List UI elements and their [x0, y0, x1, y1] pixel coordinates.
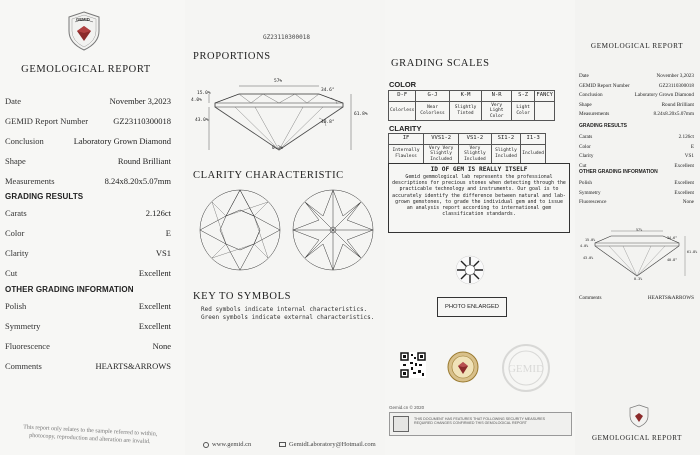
prop-pavilion-depth: 43.0%	[195, 118, 209, 123]
other-field-value: Excellent	[138, 301, 171, 311]
back-other-field-row	[579, 180, 694, 186]
back-report-field-label: GEMID Report Number	[579, 82, 630, 89]
clarity-grade-cell: VVS1-2	[424, 134, 459, 145]
report-field-row	[5, 96, 171, 106]
report-field-label: Date	[5, 96, 22, 106]
back-other-field-row	[579, 199, 694, 205]
back-report-field-label: Measurements	[579, 111, 610, 117]
back-report-field-row	[579, 111, 694, 117]
report-summary-panel	[0, 0, 185, 455]
disclaimer-text: This report only relates to the sample referred to within, photocopy, reproduction and alteration are invalid.	[22, 424, 158, 446]
color-desc-cell: Light Color	[511, 101, 535, 121]
grading-scales-title: GRADING SCALES	[391, 58, 490, 69]
other-field-label: Polish	[5, 301, 27, 311]
back-prop-total-depth: 61.8%	[687, 250, 698, 254]
report-field-label: Shape	[5, 156, 26, 166]
back-report-title: GEMOLOGICAL REPORT	[590, 42, 684, 50]
back-report-field-label: Shape	[579, 101, 592, 108]
globe-icon	[203, 442, 209, 448]
other-field-row	[5, 341, 171, 351]
back-grading-field-value: Excellent	[674, 162, 694, 169]
back-comments-row: Comments HEARTS&ARROWS	[579, 295, 694, 301]
mail-icon	[279, 442, 286, 447]
grading-field-row	[5, 248, 171, 258]
clarity-desc-cell: Included	[521, 144, 546, 164]
grading-field-value: Excellent	[138, 268, 171, 278]
report-field-value: Round Brilliant	[117, 156, 171, 166]
other-field-value: None	[152, 341, 171, 351]
security-strip	[389, 412, 572, 436]
grading-field-row	[5, 228, 171, 238]
back-grading-field-label: Carats	[579, 134, 593, 140]
back-grading-heading: GRADING RESULTS	[579, 123, 627, 129]
back-prop-crown-angle: 34.6°	[667, 236, 678, 240]
prop-girdle: 4.0%	[191, 98, 202, 103]
svg-text:GEMID: GEMID	[507, 363, 545, 375]
other-grading-heading: OTHER GRADING INFORMATION	[5, 285, 134, 294]
color-grade-cell: K-M	[449, 91, 482, 102]
back-report-field-row	[579, 73, 694, 79]
color-grade-cell: S-Z	[511, 91, 535, 102]
back-report-field-label: Conclusion	[579, 92, 603, 98]
back-prop-culet: 0.3%	[634, 277, 643, 281]
back-other-field-row	[579, 190, 694, 196]
back-grading-field-value: VS1	[684, 153, 694, 159]
email-link[interactable]: GemidLaboratory@Hotmail.com	[279, 441, 376, 448]
back-report-field-label: Date	[579, 73, 589, 79]
clarity-desc-cell: Internally Flawless	[389, 144, 424, 164]
security-note: THIS DOCUMENT HAS FEATURES THAT FOLLOWING SECURITY MEASURES REQUIRED CHANGES CONFIRMED THIS GEMOLOGICAL REPORT	[414, 417, 545, 426]
back-grading-field-row	[579, 153, 694, 159]
grading-field-value: 2.126ct	[145, 208, 171, 218]
back-cover-panel	[575, 0, 700, 455]
report-field-value: November 3,2023	[109, 96, 171, 106]
grading-field-label: Cut	[5, 268, 18, 278]
clarity-desc-cell: Slightly Included	[491, 144, 521, 164]
prop-total-depth: 61.8%	[354, 112, 368, 117]
back-other-field-label: Polish	[579, 180, 592, 186]
back-footer-title: GEMOLOGICAL REPORT	[591, 434, 683, 442]
back-grading-field-label: Clarity	[579, 153, 594, 159]
website-link[interactable]: www.gemid.cn	[203, 441, 251, 448]
grading-field-label: Color	[5, 228, 25, 238]
photo-enlarged-label: PHOTO ENLARGED	[437, 297, 507, 317]
back-prop-girdle: 4.0%	[580, 244, 589, 248]
color-grade-cell: D-F	[389, 91, 416, 102]
proportions-panel	[185, 0, 385, 455]
back-proportions-diagram	[583, 226, 698, 284]
back-report-field-value: Laboratory Grown Diamond	[634, 92, 694, 98]
report-number-top: GZ23110300018	[263, 34, 310, 41]
report-field-value: Laboratory Grown Diamond	[73, 136, 171, 146]
color-desc-cell: Colorless	[389, 101, 416, 121]
back-prop-pavilion-depth: 43.0%	[583, 256, 594, 260]
back-report-field-value: November 3,2023	[656, 73, 694, 79]
back-report-field-row	[579, 92, 694, 98]
grading-scales-panel	[385, 0, 575, 455]
report-field-value: 8.24x8.20x5.07mm	[104, 176, 171, 186]
gemid-gold-seal-icon	[447, 350, 479, 384]
back-report-field-value: 8.24x8.20x5.07mm	[653, 111, 694, 117]
prop-table: 57%	[274, 79, 283, 84]
back-other-heading: OTHER GRADING INFORMATION	[579, 169, 658, 175]
other-field-row	[5, 321, 171, 331]
back-prop-crown-height: 15.0%	[585, 238, 596, 242]
color-desc-cell: Very Light Color	[482, 101, 511, 121]
prop-pavilion-angle: 40.8°	[321, 120, 335, 125]
back-grading-field-row	[579, 134, 694, 140]
report-field-label: Measurements	[5, 176, 55, 186]
diamond-photo	[449, 249, 491, 291]
report-field-label: Conclusion	[5, 136, 44, 146]
back-grading-field-value: E	[690, 143, 694, 150]
back-grading-field-value: 2.126ct	[678, 134, 694, 140]
report-title: GEMOLOGICAL REPORT	[21, 64, 151, 75]
report-field-row	[5, 176, 171, 186]
proportions-title: PROPORTIONS	[193, 51, 271, 62]
clarity-grade-cell: IF	[389, 134, 424, 145]
clarity-scale-table	[388, 133, 546, 164]
other-field-value: Excellent	[138, 321, 171, 331]
seal-brand-text: GEMID	[76, 17, 90, 22]
back-other-field-value: Excellent	[674, 180, 694, 186]
report-field-row	[5, 156, 171, 166]
clarity-desc-cell: Very Very Slightly Included	[424, 144, 459, 164]
grading-field-label: Carats	[5, 208, 27, 218]
other-field-label: Fluorescence	[5, 341, 50, 351]
key-line-red: Red symbols indicate internal characteristics.	[201, 306, 368, 313]
color-grade-cell: N-R	[482, 91, 511, 102]
qr-code-icon[interactable]	[400, 352, 426, 378]
back-seal-icon	[628, 404, 650, 428]
color-scale-table	[388, 90, 555, 121]
report-field-row	[5, 116, 171, 126]
report-field-label: GEMID Report Number	[5, 116, 89, 126]
other-field-row	[5, 361, 171, 371]
clarity-plot-diagram	[195, 185, 379, 275]
grading-field-value: E	[165, 228, 171, 238]
grading-field-row	[5, 208, 171, 218]
other-field-value: HEARTS&ARROWS	[95, 361, 171, 371]
grading-field-row	[5, 268, 171, 278]
back-report-field-value: GZ23110300018	[658, 82, 694, 89]
other-field-label: Comments	[5, 361, 42, 371]
clarity-grade-cell: VS1-2	[459, 134, 491, 145]
back-report-field-row	[579, 83, 694, 89]
back-grading-field-label: Cut	[579, 162, 587, 169]
grading-results-heading: GRADING RESULTS	[5, 192, 84, 201]
back-report-field-value: Round Brilliant	[661, 101, 694, 108]
clarity-characteristic-title: CLARITY CHARACTERISTIC	[193, 170, 344, 181]
clarity-desc-cell: Very Slightly Included	[459, 144, 491, 164]
other-field-label: Symmetry	[5, 321, 41, 331]
color-grade-cell: G-J	[416, 91, 449, 102]
back-prop-pavilion-angle: 40.8°	[667, 258, 678, 262]
gem-id-box-title: ID OF GEM IS REALLY ITSELF	[430, 166, 528, 173]
back-grading-field-row	[579, 144, 694, 150]
color-desc-cell	[535, 101, 555, 121]
report-field-row	[5, 136, 171, 146]
color-desc-cell: Near Colorless	[416, 101, 449, 121]
key-to-symbols-title: KEY TO SYMBOLS	[193, 291, 292, 302]
prop-culet: 0.3%	[272, 146, 283, 151]
key-line-green: Green symbols indicate external characteristics.	[201, 314, 375, 321]
grading-field-value: VS1	[155, 248, 171, 258]
report-field-value: GZ23110300018	[113, 116, 171, 126]
back-other-field-value: None	[682, 199, 694, 205]
clarity-grade-cell: SI1-2	[491, 134, 521, 145]
back-other-field-label: Symmetry	[579, 189, 601, 196]
back-other-field-label: Fluorescence	[579, 199, 607, 205]
back-prop-table: 57%	[636, 228, 643, 232]
gem-id-box	[388, 163, 570, 233]
color-desc-cell: Slightly Tinted	[449, 101, 482, 121]
clarity-scale-title: CLARITY	[389, 124, 422, 133]
proportions-diagram	[199, 74, 375, 164]
gem-id-box-text: Gemid gemmological lab represents the professional descriptions for precious stones when detecting through the practicable technology and instruments. Our goal is to accurately identify the difference between natural and lab-grown gemstones, to grade the individual gem and to issue an analysis report according to international gem classification standards.	[392, 174, 566, 218]
back-other-field-value: Excellent	[674, 189, 694, 196]
color-grade-cell: FANCY	[535, 91, 555, 102]
prop-crown-angle: 34.6°	[321, 88, 335, 93]
security-hologram-icon	[393, 416, 409, 432]
back-grading-field-label: Color	[579, 143, 591, 150]
other-field-row	[5, 301, 171, 311]
back-report-field-row	[579, 102, 694, 108]
copyright-text: Gemid.cn © 2020	[389, 405, 425, 410]
prop-crown-height: 15.0%	[197, 91, 211, 96]
clarity-grade-cell: I1-3	[521, 134, 546, 145]
back-grading-field-row	[579, 163, 694, 169]
color-scale-title: COLOR	[389, 80, 417, 89]
grading-field-label: Clarity	[5, 248, 29, 258]
gemid-watermark	[485, 343, 567, 393]
